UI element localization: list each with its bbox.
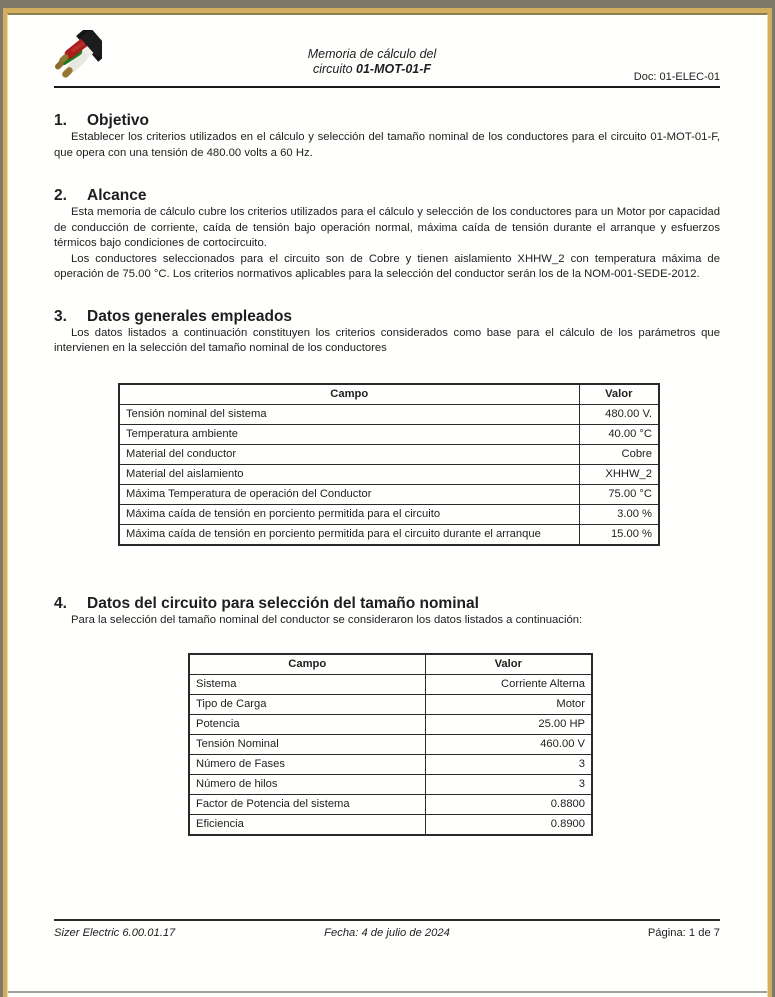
document-title <box>174 30 570 77</box>
field-cell: Número de Fases <box>189 755 425 775</box>
section-1-title: Objetivo <box>87 112 150 129</box>
section-2-paragraph-1: Esta memoria de cálculo cubre los criterios utilizados para el cálculo y selección de los conductores para un Motor por capacidad de conducción de corriente, caída de tensión bajo operación normal, máxima caída de tensión durante el arranque y esfuerzos térmicos bajo condiciones de cortocircuito. <box>54 206 720 249</box>
footer-page-indicator: Página: 1 de 7 <box>647 927 720 939</box>
footer-app-version: Sizer Electric 6.00.01.17 <box>54 927 176 939</box>
table-header-row <box>119 384 659 405</box>
value-cell: 3 <box>425 775 592 795</box>
section-2-number: 2. <box>54 187 67 204</box>
table-header-row <box>189 654 592 675</box>
table-row <box>119 424 659 444</box>
section-4-paragraph: Para la selección del tamaño nominal del conductor se consideraron los datos listados a continuación: <box>71 613 583 626</box>
table-row <box>189 675 592 695</box>
value-cell: 15.00 % <box>579 524 659 545</box>
section-4-number: 4. <box>54 594 67 612</box>
section-3-number: 3. <box>54 307 67 325</box>
table-row <box>119 444 659 464</box>
table-row <box>189 775 592 795</box>
value-cell: XHHW_2 <box>579 464 659 484</box>
section-3-title: Datos generales empleados <box>87 307 293 325</box>
section-2-title: Alcance <box>87 187 147 204</box>
table-row <box>189 795 592 815</box>
field-cell: Material del conductor <box>119 444 579 464</box>
value-cell: 3 <box>425 755 592 775</box>
company-logo <box>54 30 174 84</box>
column-header: Campo <box>189 654 425 675</box>
table-row <box>189 735 592 755</box>
circuit-id: 01-MOT-01-F <box>356 62 432 76</box>
table-row <box>119 524 659 545</box>
document-title-line2: circuito 01-MOT-01-F <box>312 62 432 76</box>
table-row <box>189 815 592 836</box>
field-cell: Material del aislamiento <box>119 464 579 484</box>
table-row <box>189 695 592 715</box>
table-row <box>189 755 592 775</box>
field-cell: Sistema <box>189 675 425 695</box>
field-cell: Eficiencia <box>189 815 425 836</box>
field-cell: Máxima Temperatura de operación del Conductor <box>119 484 579 504</box>
table-row <box>119 464 659 484</box>
table-row <box>189 715 592 735</box>
field-cell: Máxima caída de tensión en porciento permitida para el circuito <box>119 504 579 524</box>
page-frame-gold <box>3 8 772 997</box>
section-3-paragraph: Los datos listados a continuación constituyen los criterios considerados como base para el cálculo de los parámetros que intervienen en la selección del tamaño nominal de los conductores <box>54 326 720 354</box>
column-header: Valor <box>425 654 592 675</box>
doc-number: Doc: 01-ELEC-01 <box>633 71 720 83</box>
table-row <box>119 504 659 524</box>
table-row <box>119 404 659 424</box>
field-cell: Potencia <box>189 715 425 735</box>
value-cell: 25.00 HP <box>425 715 592 735</box>
document-header <box>54 30 720 88</box>
value-cell: 0.8800 <box>425 795 592 815</box>
value-cell: 75.00 °C <box>579 484 659 504</box>
column-header: Valor <box>579 384 659 405</box>
scan-artifact-line <box>8 991 767 993</box>
field-cell: Número de hilos <box>189 775 425 795</box>
field-cell: Tensión nominal del sistema <box>119 404 579 424</box>
section-1-number: 1. <box>54 112 67 129</box>
footer-date: Fecha: 4 de julio de 2024 <box>324 927 450 939</box>
value-cell: 3.00 % <box>579 504 659 524</box>
document-title-line1: Memoria de cálculo del <box>307 47 437 61</box>
document-page <box>7 13 768 997</box>
value-cell: Motor <box>425 695 592 715</box>
general-data-table <box>118 383 660 546</box>
section-2-heading <box>54 187 720 205</box>
section-4-heading <box>54 595 720 613</box>
table-row <box>119 484 659 504</box>
value-cell: Corriente Alterna <box>425 675 592 695</box>
field-cell: Máxima caída de tensión en porciento permitida para el circuito durante el arranque <box>119 524 579 545</box>
field-cell: Factor de Potencia del sistema <box>189 795 425 815</box>
value-cell: 0.8900 <box>425 815 592 836</box>
section-3-heading <box>54 308 720 326</box>
field-cell: Temperatura ambiente <box>119 424 579 444</box>
section-4-title: Datos del circuito para selección del tamaño nominal <box>87 594 479 612</box>
cable-bundle-icon <box>54 30 102 84</box>
section-1-paragraph: Establecer los criterios utilizados en el cálculo y selección del tamaño nominal de los conductores para el circuito 01-MOT-01-F, que opera con una tensión de 480.00 volts a 60 Hz. <box>54 131 720 159</box>
value-cell: Cobre <box>579 444 659 464</box>
value-cell: 40.00 °C <box>579 424 659 444</box>
section-2-paragraph-2: Los conductores seleccionados para el circuito son de Cobre y tienen aislamiento XHHW_2 con temperatura máxima de operación de 75.00 °C. Los criterios normativos aplicables para la selección del conductor serán los de la NOM-001-SEDE-2012. <box>54 252 720 280</box>
column-header: Campo <box>119 384 579 405</box>
field-cell: Tensión Nominal <box>189 735 425 755</box>
section-1-heading <box>54 112 720 130</box>
document-footer <box>54 919 720 939</box>
value-cell: 480.00 V. <box>579 404 659 424</box>
value-cell: 460.00 V <box>425 735 592 755</box>
field-cell: Tipo de Carga <box>189 695 425 715</box>
circuit-data-table <box>188 653 593 836</box>
